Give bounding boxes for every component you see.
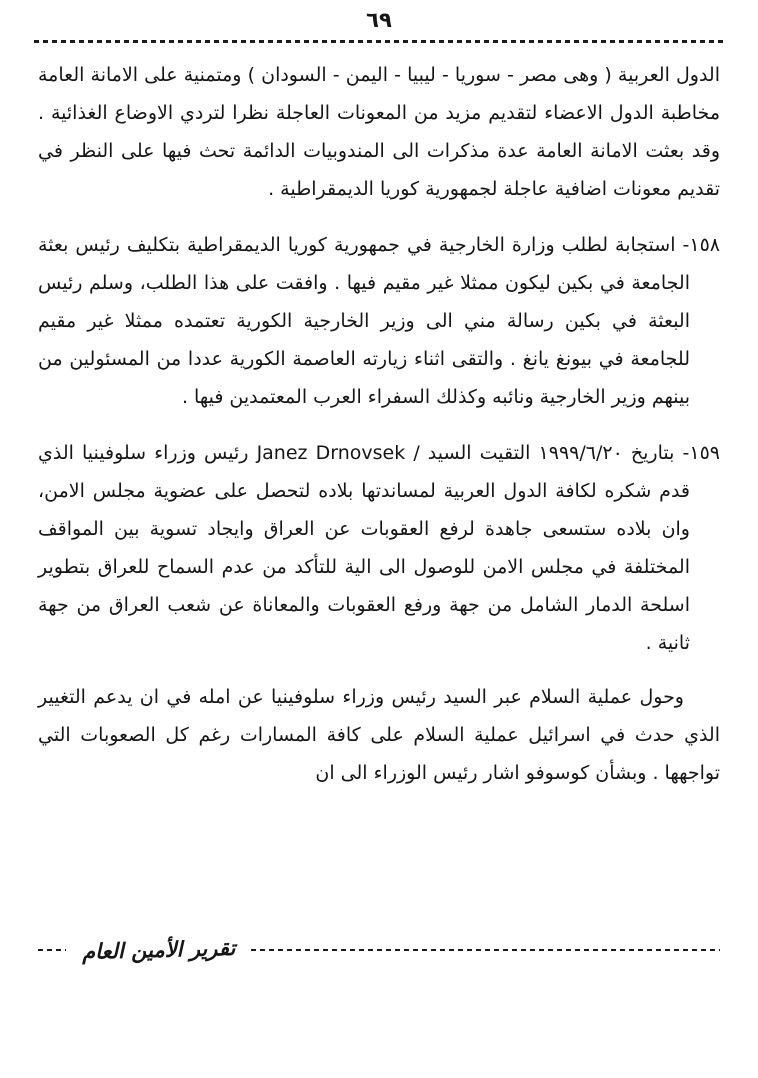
body-paragraph-158: ١٥٨- استجابة لطلب وزارة الخارجية في جمهورية كوريا الديمقراطية بتكليف رئيس بعثة الجامعة في بكين ليكون ممثلا غير مقيم فيها . وافقت على هذا الطلب، وسلم رئيس البعثة في بكين رسالة مني الى وزير الخارجية الكورية تعتمده ممثلا غير مقيم للجامعة في بيونغ يانغ . والتقى اثناء زيارته العاصمة الكورية عددا من المسئولين من بينهم وزير الخارجية ونائبه وكذلك السفراء العرب المعتمدين فيها .	[38, 234, 720, 408]
body-paragraph-continuation: الدول العربية ( وهى مصر - سوريا - ليبيا - اليمن - السودان ) ومتمنية على الامانة العامة مخاطبة الدول الاعضاء لتقديم مزيد من المعونات العاجلة نظرا لتردي الاوضاع الغذائية . وقد بعثت الامانة العامة عدة مذكرات الى المندوبيات الدائمة تحث فيها على النظر في تقديم معونات اضافية عاجلة لجمهورية كوريا الديمقراطية .	[38, 64, 720, 200]
footer-dash-long	[251, 949, 720, 952]
page-number: ٦٩	[366, 8, 392, 32]
body-paragraph-159: ١٥٩- بتاريخ ١٩٩٩/٦/٢٠ التقيت السيد / Janez Drnovsek رئيس وزراء سلوفينيا الذي قدم شكره لكافة الدول العربية لمساندتها بلاده لتحصل على عضوية مجلس الامن، وان بلاده ستسعى جاهدة لرفع العقوبات عن العراق وايجاد تسوية بين المواقف المختلفة في مجلس الامن للوصول الى الية للتأكد من عدم السماح للعراق بتطوير اسلحة الدمار الشامل من جهة ورفع العقوبات والمعاناة عن شعب العراق من جهة ثانية .	[38, 442, 720, 654]
footer-signature: تقرير الأمين العام	[81, 935, 236, 965]
document-body	[38, 56, 720, 808]
top-divider-rule	[34, 40, 724, 43]
body-paragraph-closing: وحول عملية السلام عبر السيد رئيس وزراء سلوفينيا عن امله في ان يدعم التغيير الذي حدث في اسرائيل عملية السلام على كافة المسارات رغم كل الصعوبات التي تواجهها . وبشأن كوسوفو اشار رئيس الوزراء الى ان	[38, 686, 720, 784]
page-footer	[38, 935, 720, 965]
footer-dash-short	[38, 949, 66, 952]
